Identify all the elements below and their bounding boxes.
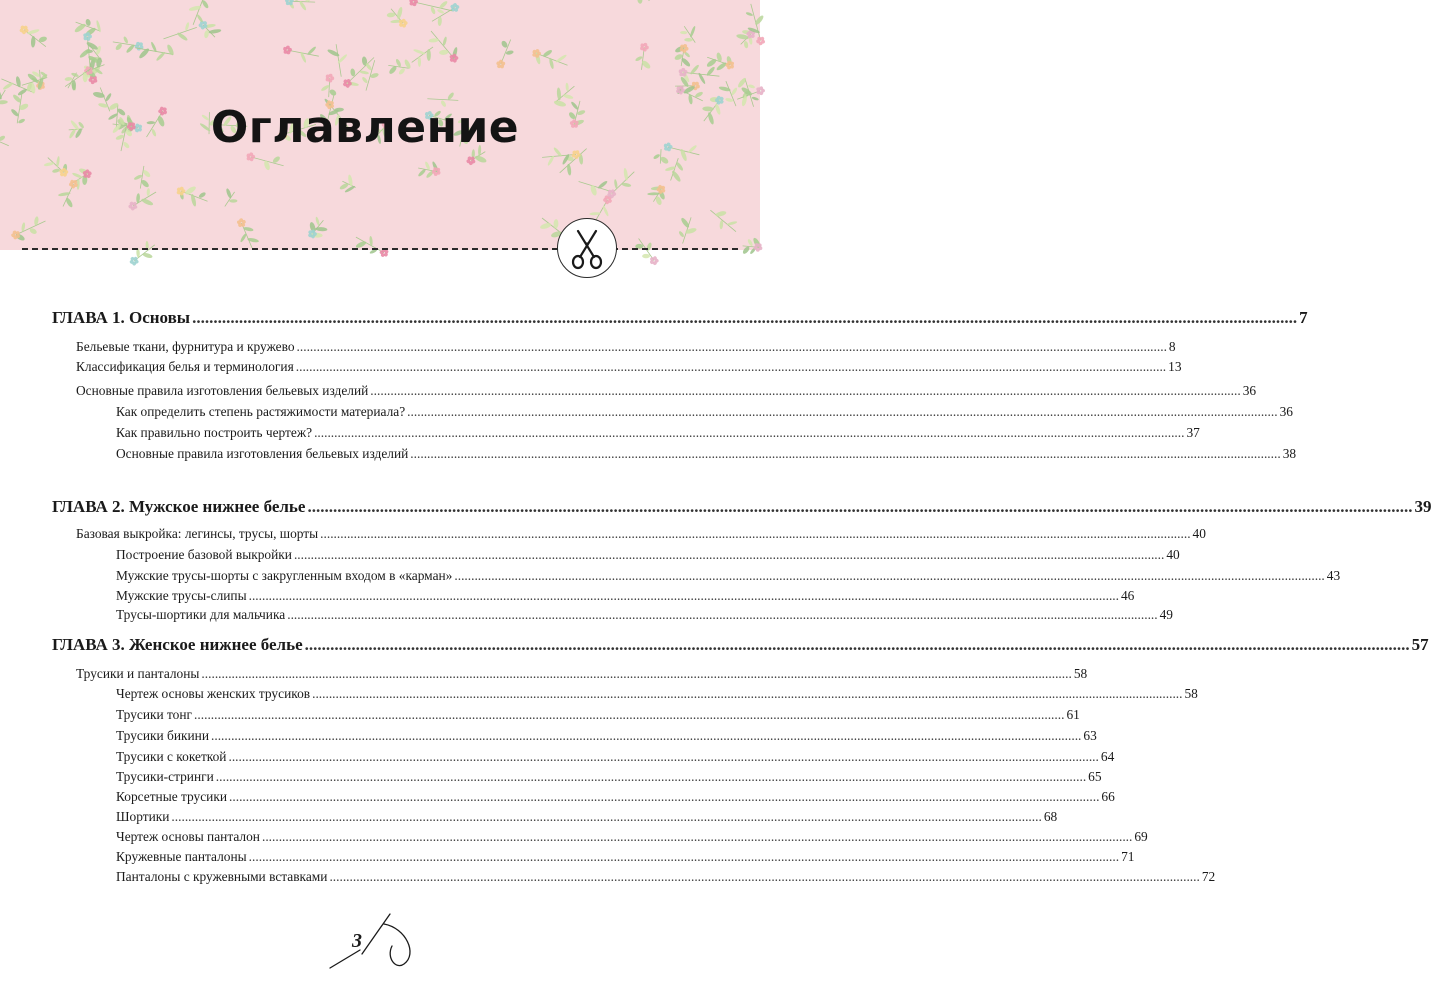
- entry-title: Как правильно построить чертеж?: [116, 425, 313, 440]
- toc-entry-row: [76, 339, 1176, 355]
- floral-sprig: [644, 180, 671, 207]
- toc-entry-row: [116, 568, 1341, 584]
- page-ref: 63: [1083, 728, 1097, 743]
- floral-sprig: [529, 42, 571, 74]
- entry-title: Бельевые ткани, фурнитура и кружево: [76, 339, 295, 354]
- toc-entry-row: [116, 547, 1180, 563]
- page-ref: 68: [1043, 809, 1058, 824]
- dot-leader: ....................................................................................................................................................................................................................................................................: [295, 359, 1167, 374]
- page-ref: 36: [1242, 383, 1257, 398]
- toc-entry-row: [116, 789, 1115, 805]
- floral-sprig: [629, 0, 654, 8]
- folio-decoration: [326, 910, 416, 980]
- entry-title: Трусики тонг: [116, 707, 193, 722]
- floral-sprig: [741, 236, 763, 257]
- floral-sprig: [14, 19, 52, 55]
- dot-leader: ....................................................................................................................................................................................................................................................................: [192, 308, 1298, 327]
- floral-sprig: [132, 165, 153, 190]
- floral-sprig: [8, 213, 49, 245]
- entry-title: Мужские трусы-слипы: [116, 588, 247, 603]
- scissors-badge: [557, 218, 617, 278]
- floral-sprig: [194, 15, 223, 44]
- toc-entry-row: [116, 707, 1080, 723]
- floral-sprig: [231, 215, 261, 252]
- entry-title: Панталоны с кружевными вставками: [116, 869, 328, 884]
- dot-leader: ....................................................................................................................................................................................................................................................................: [296, 339, 1167, 354]
- floral-sprig: [125, 238, 160, 271]
- floral-sprig: [387, 56, 413, 78]
- floral-sprig: [424, 24, 465, 67]
- dashed-cut-line: [22, 248, 738, 250]
- dot-leader: ....................................................................................................................................................................................................................................................................: [211, 728, 1082, 743]
- toc-entry-row: [116, 728, 1097, 744]
- floral-sprig: [111, 34, 144, 56]
- page-ref: 46: [1120, 588, 1135, 603]
- page-title: Оглавление: [210, 102, 520, 153]
- page-ref: 8: [1168, 339, 1176, 354]
- toc-chapter-row: [52, 308, 1308, 328]
- needle-thread-icon: [326, 910, 416, 980]
- toc-entry-row: [116, 607, 1173, 623]
- floral-sprig: [634, 42, 655, 71]
- dot-leader: ....................................................................................................................................................................................................................................................................: [304, 635, 1410, 654]
- page-ref: 58: [1073, 666, 1088, 681]
- page-ref: 37: [1186, 425, 1200, 440]
- dot-leader: ....................................................................................................................................................................................................................................................................: [454, 568, 1325, 583]
- scissors-icon: [558, 219, 616, 277]
- floral-sprig: [351, 229, 392, 263]
- floral-sprig: [673, 214, 701, 246]
- page-ref: 40: [1192, 526, 1206, 541]
- toc-entry-row: [116, 809, 1058, 825]
- toc-entry-row: [116, 425, 1200, 441]
- entry-title: Трусы-шортики для мальчика: [116, 607, 286, 622]
- toc-entry-row: [116, 446, 1297, 462]
- entry-title: Кружевные панталоны: [116, 849, 247, 864]
- page-ref: 66: [1101, 789, 1115, 804]
- toc-entry-row: [76, 383, 1257, 399]
- entry-title: Чертеж основы панталон: [116, 829, 260, 844]
- entry-title: Чертеж основы женских трусиков: [116, 686, 311, 701]
- entry-title: Шортики: [116, 809, 170, 824]
- floral-sprig: [338, 172, 360, 196]
- page-ref: 40: [1166, 547, 1180, 562]
- toc-entry-row: [116, 404, 1293, 420]
- entry-title: Построение базовой выкройки: [116, 547, 292, 562]
- floral-sprig: [161, 19, 200, 48]
- floral-sprig: [320, 73, 338, 97]
- floral-sprig: [302, 214, 332, 244]
- dot-leader: ....................................................................................................................................................................................................................................................................: [171, 809, 1042, 824]
- dot-leader: ....................................................................................................................................................................................................................................................................: [215, 769, 1087, 784]
- entry-title: Основные правила изготовления бельевых изделий: [76, 383, 369, 398]
- page-ref: 43: [1326, 568, 1341, 583]
- chapter-title: ГЛАВА 1. Основы: [52, 308, 191, 327]
- dot-leader: ....................................................................................................................................................................................................................................................................: [248, 588, 1119, 603]
- floral-sprig: [406, 39, 439, 71]
- chapter-title: ГЛАВА 2. Мужское нижнее белье: [52, 497, 306, 516]
- dot-leader: ....................................................................................................................................................................................................................................................................: [407, 404, 1278, 419]
- dot-leader: ....................................................................................................................................................................................................................................................................: [248, 849, 1120, 864]
- floral-sprig: [417, 158, 443, 181]
- floral-sprig: [632, 234, 664, 270]
- dot-leader: ....................................................................................................................................................................................................................................................................: [370, 383, 1241, 398]
- toc-entry-row: [76, 526, 1206, 542]
- page-ref: 7: [1299, 308, 1308, 327]
- entry-title: Трусики-стринги: [116, 769, 214, 784]
- floral-sprig: [383, 2, 413, 33]
- dot-leader: ....................................................................................................................................................................................................................................................................: [329, 869, 1200, 884]
- toc-entry-row: [116, 749, 1115, 765]
- entry-title: Основные правила изготовления бельевых изделий: [116, 446, 409, 461]
- dot-leader: ....................................................................................................................................................................................................................................................................: [314, 425, 1185, 440]
- floral-sprig: [733, 24, 760, 51]
- floral-sprig: [741, 1, 772, 47]
- toc-entry-row: [76, 666, 1088, 682]
- page-number: 3: [352, 930, 362, 952]
- dot-leader: ....................................................................................................................................................................................................................................................................: [312, 686, 1183, 701]
- entry-title: Как определить степень растяжимости материала?: [116, 404, 406, 419]
- page-ref: 72: [1201, 869, 1216, 884]
- dot-leader: ....................................................................................................................................................................................................................................................................: [228, 749, 1099, 764]
- page-ref: 61: [1066, 707, 1080, 722]
- toc-entry-row: [116, 849, 1135, 865]
- dot-leader: ....................................................................................................................................................................................................................................................................: [293, 547, 1165, 562]
- page-ref: 71: [1121, 849, 1135, 864]
- toc-entry-row: [116, 588, 1135, 604]
- page-ref: 36: [1279, 404, 1293, 419]
- entry-title: Трусики с кокеткой: [116, 749, 227, 764]
- floral-sprig: [134, 38, 177, 65]
- page-ref: 13: [1168, 359, 1182, 374]
- entry-title: Корсетные трусики: [116, 789, 228, 804]
- entry-title: Мужские трусы-шорты с закругленным входом в «карман»: [116, 568, 453, 583]
- page-ref: 64: [1100, 749, 1115, 764]
- floral-sprig: [217, 187, 241, 211]
- dot-leader: ....................................................................................................................................................................................................................................................................: [287, 607, 1158, 622]
- page-ref: 49: [1159, 607, 1173, 622]
- floral-sprig: [285, 0, 316, 11]
- floral-sprig: [491, 36, 518, 71]
- floral-sprig: [358, 58, 383, 93]
- floral-sprig: [326, 43, 351, 79]
- page-ref: 65: [1088, 769, 1102, 784]
- dot-leader: ....................................................................................................................................................................................................................................................................: [194, 707, 1065, 722]
- floral-sprig: [125, 184, 162, 217]
- dot-leader: ....................................................................................................................................................................................................................................................................: [307, 497, 1413, 516]
- dot-leader: ....................................................................................................................................................................................................................................................................: [229, 789, 1100, 804]
- entry-title: Классификация белья и терминология: [76, 359, 294, 374]
- toc-chapter-row: [52, 635, 1429, 655]
- toc-entry-row: [76, 359, 1182, 375]
- page-ref: 69: [1134, 829, 1148, 844]
- toc-entry-row: [116, 869, 1216, 885]
- page-ref: 38: [1282, 446, 1297, 461]
- floral-sprig: [173, 180, 211, 211]
- dot-leader: ....................................................................................................................................................................................................................................................................: [410, 446, 1281, 461]
- entry-title: Трусики и панталоны: [76, 666, 200, 681]
- floral-sprig: [672, 42, 695, 68]
- toc-chapter-row: [52, 497, 1431, 517]
- floral-sprig: [41, 151, 73, 182]
- toc-entry-row: [116, 686, 1198, 702]
- floral-sprig: [705, 203, 743, 239]
- dot-leader: ....................................................................................................................................................................................................................................................................: [201, 666, 1072, 681]
- entry-title: Базовая выкройка: легинсы, трусы, шорты: [76, 526, 319, 541]
- page-ref: 57: [1411, 635, 1429, 654]
- page-ref: 58: [1184, 686, 1198, 701]
- page-ref: 39: [1414, 497, 1431, 516]
- toc-entry-row: [116, 829, 1148, 845]
- floral-sprig: [677, 21, 703, 48]
- dot-leader: ....................................................................................................................................................................................................................................................................: [320, 526, 1191, 541]
- floral-sprig: [281, 40, 320, 66]
- floral-sprig: [407, 0, 454, 19]
- toc-entry-row: [116, 769, 1102, 785]
- chapter-title: ГЛАВА 3. Женское нижнее белье: [52, 635, 303, 654]
- dot-leader: ....................................................................................................................................................................................................................................................................: [261, 829, 1133, 844]
- entry-title: Трусики бикини: [116, 728, 209, 743]
